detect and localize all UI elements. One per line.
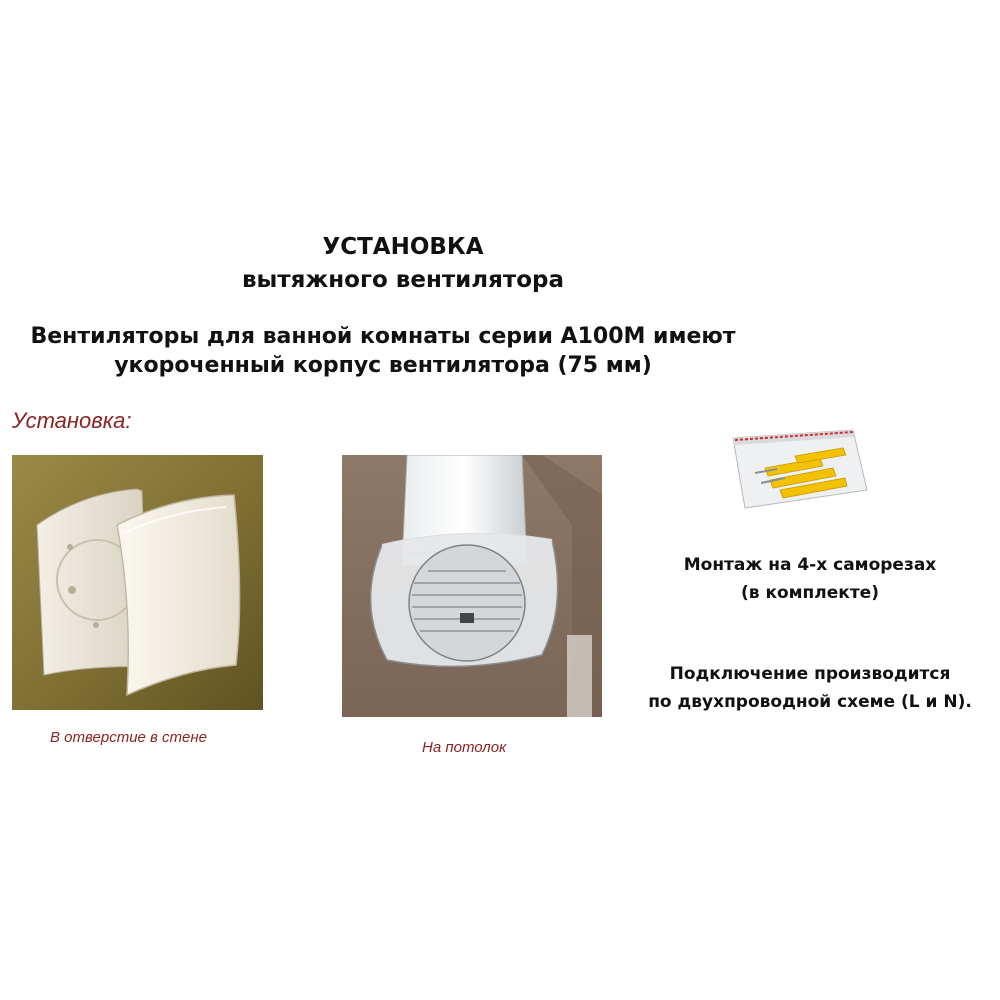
series-description-second-line: укороченный корпус вентилятора (75 мм) xyxy=(114,353,652,378)
wall-installation-photo xyxy=(12,455,263,710)
page-title-second-line: вытяжного вентилятора xyxy=(241,267,565,293)
install-label-colon: : xyxy=(125,408,132,433)
mounting-note: Монтаж на 4-х саморезах xyxy=(683,555,937,575)
connection-note: Подключение производится xyxy=(669,664,951,684)
ceiling-installation-caption: На потолок xyxy=(422,739,507,756)
install-label-text: Установка xyxy=(12,408,126,433)
mounting-kit-photo xyxy=(725,428,873,510)
wall-installation-caption: В отверстие в стене xyxy=(50,729,207,746)
ceiling-installation-photo xyxy=(342,455,602,717)
page-title: УСТАНОВКА xyxy=(322,234,484,260)
connection-note-second-line: по двухпроводной схеме (L и N). xyxy=(648,692,972,712)
mounting-note-second-line: (в комплекте) xyxy=(741,583,879,603)
series-description: Вентиляторы для ванной комнаты серии А100М имеют xyxy=(30,324,736,349)
install-section-label xyxy=(12,408,131,434)
